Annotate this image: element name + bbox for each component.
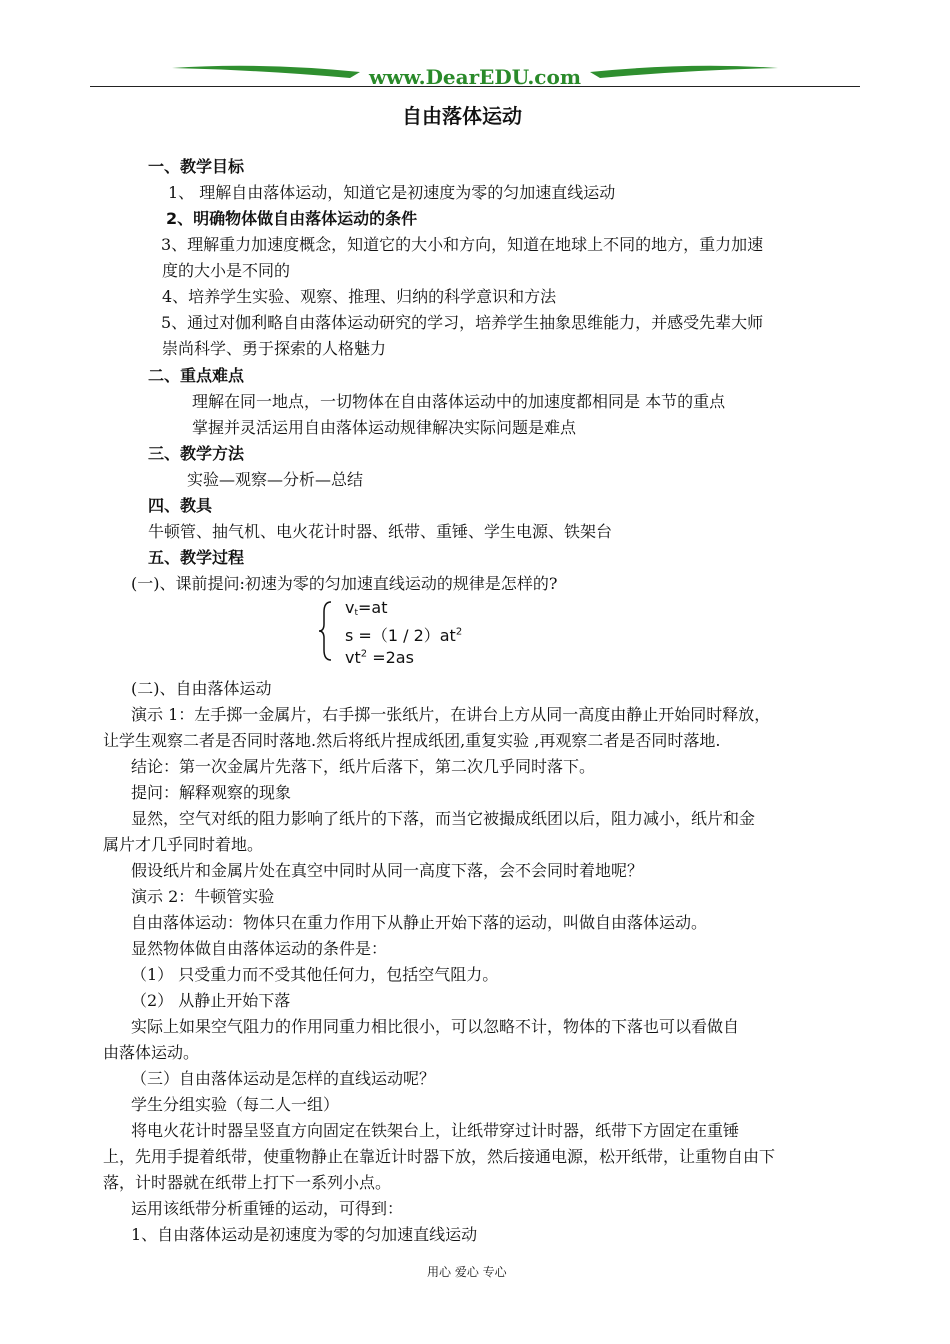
goal-1: 1、 理解自由落体运动，知道它是初速度为零的匀加速直线运动: [168, 183, 616, 202]
hypothesis: 假设纸片和金属片处在真空中同时从同一高度下落，会不会同时着地呢？: [131, 861, 644, 880]
equipment-text: 牛顿管、抽气机、电火花计时器、纸带、重锤、学生电源、铁架台: [148, 522, 613, 541]
site-logo-text: www.DearEDU.com: [368, 65, 582, 89]
goal-4: 4、培养学生实验、观察、推理、归纳的科学意识和方法: [162, 287, 557, 306]
equation-displacement: [345, 623, 462, 646]
goal-3b: 度的大小是不同的: [162, 261, 291, 280]
equation-velocity: [345, 598, 387, 617]
goal-5a: 5、通过对伽利略自由落体运动研究的学习，培养学生抽象思维能力，并感受先辈大师: [161, 313, 764, 332]
eq1-rest: =at: [358, 598, 388, 617]
demo-1-b: 让学生观察二者是否同时落地.然后将纸片捏成纸团,重复实验 ,再观察二者是否同时落地.: [103, 731, 721, 750]
equation-velocity-squared: [345, 648, 414, 667]
goal-5b: 崇尚科学、勇于探索的人格魅力: [162, 339, 387, 358]
eq3-rest: =2as: [367, 648, 414, 667]
key-point-1: 理解在同一地点，一切物体在自由落体运动中的加速度都相同是 本节的重点: [192, 392, 726, 411]
eq2-sup: 2: [455, 626, 463, 638]
part-3-heading: （三）自由落体运动是怎样的直线运动呢？: [131, 1069, 436, 1088]
demo-1-a: 演示 1：左手掷一金属片，右手掷一张纸片，在讲台上方从同一高度由静止开始同时释放，: [131, 705, 771, 724]
conditions-intro: 显然物体做自由落体运动的条件是：: [131, 939, 388, 958]
analysis-intro: 运用该纸带分析重锤的运动，可得到：: [131, 1199, 404, 1218]
part-2-heading: (二)、自由落体运动: [131, 679, 272, 698]
definition: 自由落体运动：物体只在重力作用下从静止开始下落的运动，叫做自由落体运动。: [131, 913, 708, 932]
demo-2: 演示 2：牛顿管实验: [131, 887, 275, 906]
section-4-heading: 四、教具: [148, 496, 213, 515]
condition-2: （2） 从静止开始下落: [131, 991, 291, 1010]
procedure-b: 上，先用手提着纸带，使重物静止在靠近计时器下放，然后接通电源，松开纸带，让重物自由下: [103, 1147, 776, 1166]
section-1-heading: 一、教学目标: [148, 157, 245, 176]
condition-1: （1） 只受重力而不受其他任何力，包括空气阻力。: [131, 965, 499, 984]
eq2-main: s =（1 / 2）at: [345, 626, 456, 645]
method-text: 实验—观察—分析—总结: [187, 470, 364, 489]
procedure-c: 落，计时器就在纸带上打下一系列小点。: [103, 1173, 392, 1192]
conclusion: 结论：第一次金属片先落下，纸片后落下，第二次几乎同时落下。: [131, 757, 596, 776]
equation-brace: [318, 600, 334, 662]
page-title: 自由落体运动: [402, 104, 522, 128]
goal-2: 2、明确物体做自由落体运动的条件: [166, 209, 418, 228]
explanation-b: 属片才几乎同时着地。: [103, 835, 264, 854]
key-point-2: 掌握并灵活运用自由落体运动规律解决实际问题是难点: [192, 418, 577, 437]
result-1: 1、自由落体运动是初速度为零的匀加速直线运动: [131, 1225, 478, 1244]
section-2-heading: 二、重点难点: [148, 366, 245, 385]
approximation-a: 实际上如果空气阻力的作用同重力相比很小，可以忽略不计，物体的下落也可以看做自: [131, 1017, 740, 1036]
goal-3a: 3、理解重力加速度概念，知道它的大小和方向，知道在地球上不同的地方，重力加速: [161, 235, 764, 254]
question-2: 提问：解释观察的现象: [131, 783, 292, 802]
section-5-heading: 五、教学过程: [148, 548, 245, 567]
page-footer: 用心 爱心 专心: [427, 1265, 507, 1279]
explanation-a: 显然，空气对纸的阻力影响了纸片的下落，而当它被撮成纸团以后，阻力减小，纸片和金: [131, 809, 756, 828]
eq1-sub: t: [354, 608, 358, 618]
group-experiment: 学生分组实验（每二人一组）: [131, 1095, 340, 1114]
eq1-v: v: [345, 598, 355, 617]
question-1: (一)、课前提问:初速为零的匀加速直线运动的规律是怎样的?: [131, 574, 558, 593]
procedure-a: 将电火花计时器呈竖直方向固定在铁架台上，让纸带穿过计时器，纸带下方固定在重锤: [131, 1121, 740, 1140]
eq3-main: vt: [345, 648, 361, 667]
approximation-b: 由落体运动。: [103, 1043, 200, 1062]
eq3-sup: 2: [360, 648, 368, 660]
section-3-heading: 三、教学方法: [148, 444, 245, 463]
header-rule: [90, 86, 860, 87]
